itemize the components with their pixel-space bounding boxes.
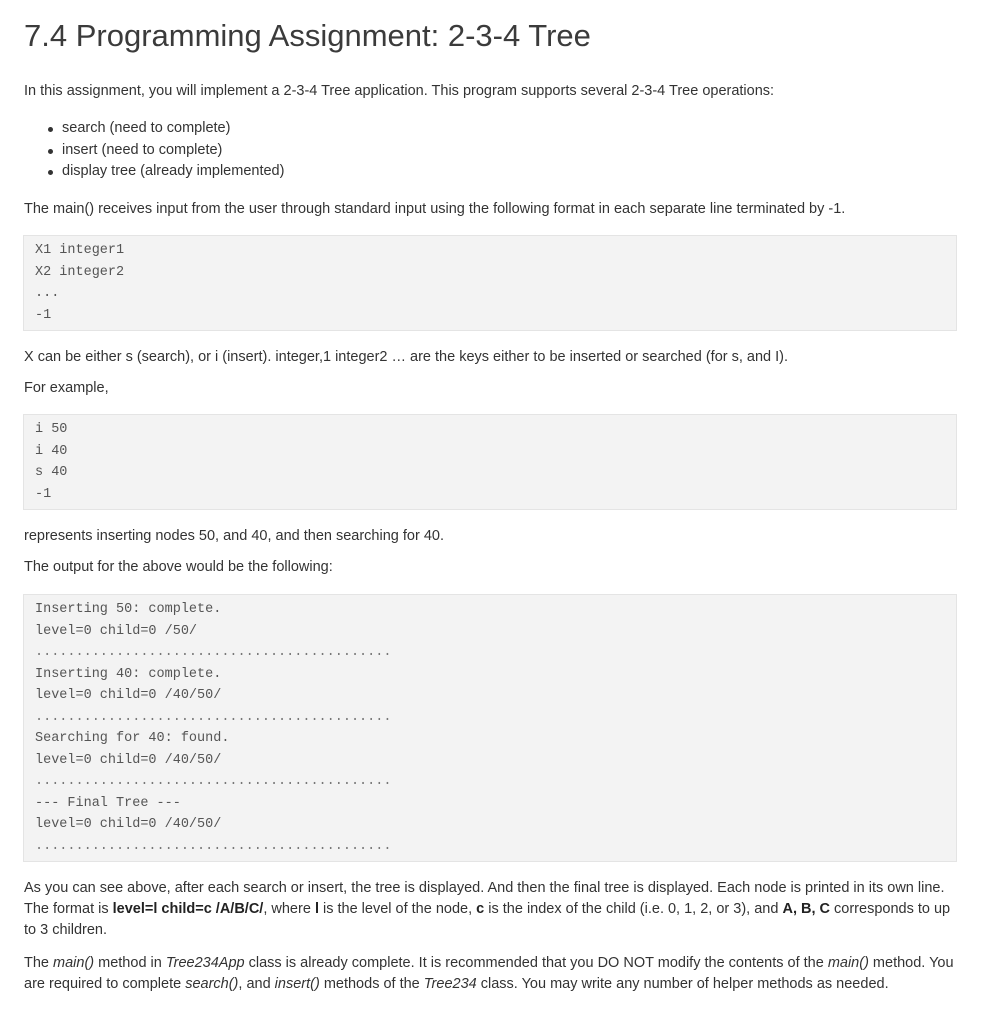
code-line: i 40 [35,443,68,459]
text-run: The [24,955,54,971]
child-symbol: c [476,901,485,917]
code-line: s 40 [35,465,68,480]
code-line: level=0 child=0 /40/50/ [35,752,222,768]
format-code-block [23,235,957,331]
code-line: level=0 child=0 /50/ [35,623,198,639]
level-symbol: l [314,901,319,917]
x-description: X can be either s (search), or i (insert). integer,1 integer2 … are the keys either to be inserted or searched (for s, and I). [24,349,789,365]
code-line: Inserting 40: complete. [35,666,222,682]
format-string: level=l child=c /A/B/C/ [112,901,264,917]
code-line: X1 integer1 [35,243,125,258]
class-name: Tree234 [423,976,477,992]
text-run: corresponds to up to 3 children. [24,901,951,938]
bullet-icon [48,170,53,175]
text-run: method in [94,955,166,971]
final-paragraph [24,953,959,995]
method-name: insert() [274,976,320,992]
code-line: -1 [35,486,52,502]
text-run: class. You may write any number of helper methods as needed. [476,976,889,992]
text-run: is the index of the child (i.e. 0, 1, 2, or 3), and [484,901,783,917]
children-symbols: A, B, C [782,901,830,917]
class-name: Tree234App [165,955,245,971]
list-item-label: insert (need to complete) [62,141,223,158]
code-line: -1 [35,307,52,323]
text-run: methods of the [319,976,424,992]
list-item [44,161,284,183]
bullet-icon [48,127,53,132]
code-line: Inserting 50: complete. [35,602,222,617]
separator-line: ............................................ [35,709,392,725]
list-item-label: search (need to complete) [62,120,231,136]
text-run: , where [263,901,315,917]
text-run: class is already complete. It is recommended that you DO NOT modify the contents of the [244,955,828,971]
explanation-paragraph [24,878,954,941]
text-run: method. You are required to complete [24,955,954,992]
code-line: ... [35,286,60,301]
example-code-block [23,414,957,510]
represents-paragraph: represents inserting nodes 50, and 40, and then searching for 40. [24,528,444,544]
code-line: i 50 [35,422,68,437]
list-item-label: display tree (already implemented) [62,163,285,179]
code-line: --- Final Tree --- [35,795,181,811]
text-run: As you can see above, after each search or insert, the tree is displayed. And then the final tree is displayed. Each node is printed in its own line. The format is [24,880,945,917]
separator-line: ............................................ [35,838,392,854]
output-intro-paragraph: The output for the above would be the following: [24,559,333,575]
code-line: Searching for 40: found. [35,731,230,746]
method-name: main() [53,955,95,971]
code-line: level=0 child=0 /40/50/ [35,817,222,832]
separator-line: ............................................ [35,645,392,660]
method-name: search() [185,976,239,992]
list-item [44,140,284,162]
intro-paragraph: In this assignment, you will implement a 2-3-4 Tree application. This program supports several 2-3-4 Tree operations: [24,83,775,99]
code-line: X2 integer2 [35,264,125,280]
text-run: is the level of the node, [318,901,477,917]
method-name: main() [827,955,869,971]
bullet-icon [48,149,53,154]
for-example-label: For example, [24,380,109,396]
text-run: , and [238,976,275,992]
output-code-block [23,594,957,862]
separator-line: ............................................ [35,774,392,789]
operations-list [44,118,284,183]
list-item [44,118,284,140]
page-title: 7.4 Programming Assignment: 2-3-4 Tree [24,18,591,53]
main-input-paragraph: The main() receives input from the user through standard input using the following format in each separate line terminated by -1. [24,201,846,217]
code-line: level=0 child=0 /40/50/ [35,688,222,703]
